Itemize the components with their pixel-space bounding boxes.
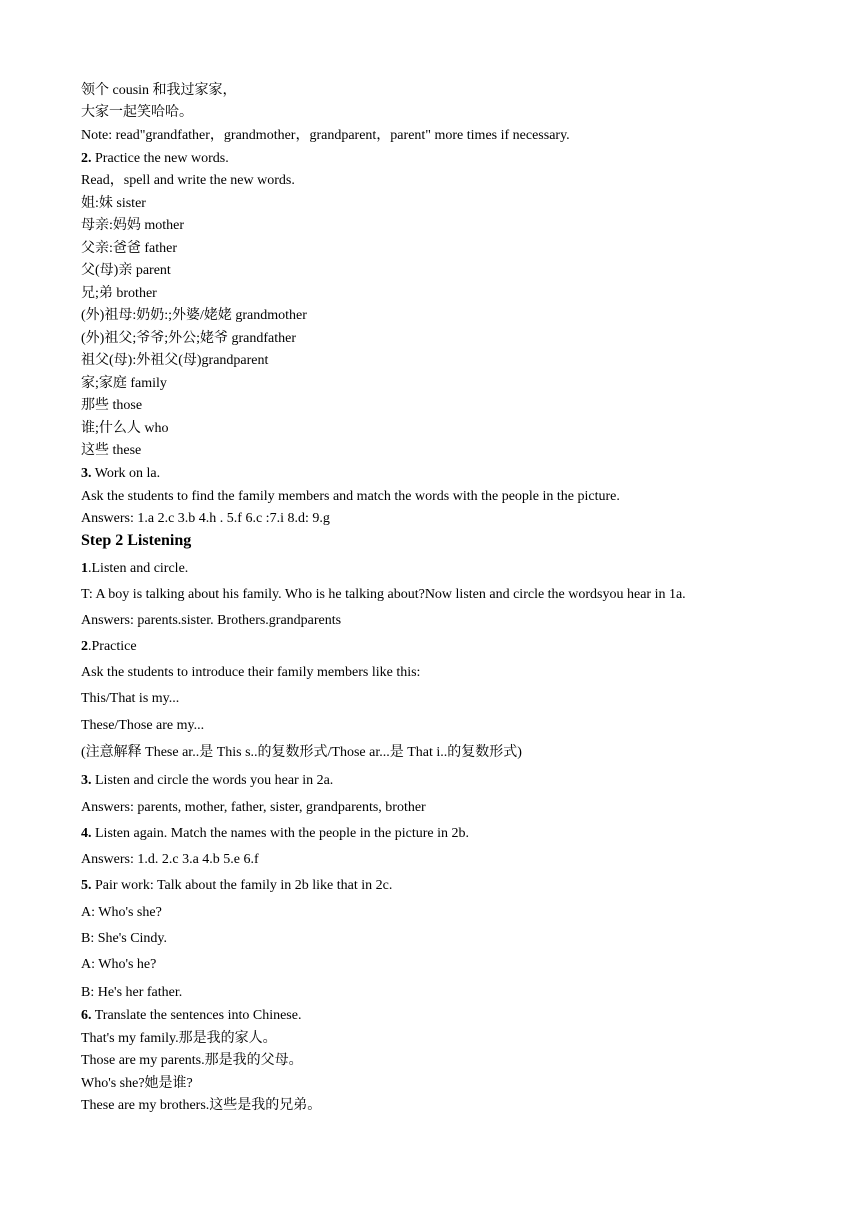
text-line: Answers: parents.sister. Brothers.grandparents (81, 613, 342, 628)
text-line: Ask the students to introduce their family members like this: (81, 665, 421, 680)
text-line: Answers: 1.d. 2.c 3.a 4.b 5.e 6.f (81, 852, 259, 867)
text-line: 这些 these (81, 443, 142, 458)
text-line: A: Who's she? (81, 905, 162, 920)
section-heading: Step 2 Listening (81, 532, 192, 549)
text-line: 家;家庭 family (81, 376, 167, 391)
text-line: Note: read"grandfather，grandmother，grandparent，parent" more times if necessary. (81, 128, 570, 143)
text-line: B: He's her father. (81, 985, 183, 1000)
numbered-item (81, 560, 188, 578)
text-line: (外)祖父;爷爷;外公;姥爷 grandfather (81, 331, 297, 346)
text-line: Who's she?她是谁? (81, 1076, 193, 1091)
text-line: 那些 those (81, 398, 143, 413)
text-line: Read，spell and write the new words. (81, 173, 295, 188)
text-line: 祖父(母):外祖父(母)grandparent (81, 353, 269, 368)
item-text: Listen and circle the words you hear in 2a. (91, 773, 334, 788)
text-line: Answers: parents, mother, father, sister, grandparents, brother (81, 800, 426, 815)
text-line: A: Who's he? (81, 957, 157, 972)
text-line: 大家一起笑哈哈。 (81, 105, 193, 120)
text-line: Answers: 1.a 2.c 3.b 4.h . 5.f 6.c :7.i 8.d: 9.g (81, 511, 330, 526)
item-text: Pair work: Talk about the family in 2b like that in 2c. (91, 878, 393, 893)
text-line: 谁;什么人 who (81, 421, 169, 436)
numbered-item (81, 877, 392, 895)
item-text: .Practice (88, 639, 137, 654)
text-line: 姐:妹 sister (81, 196, 146, 211)
numbered-item (81, 150, 229, 168)
text-line: 父(母)亲 parent (81, 263, 171, 278)
item-number: 4. (81, 826, 92, 841)
numbered-item (81, 638, 137, 656)
text-line: Those are my parents.那是我的父母。 (81, 1053, 303, 1068)
text-line: These/Those are my... (81, 718, 205, 733)
text-line: 母亲:妈妈 mother (81, 218, 185, 233)
numbered-item (81, 825, 469, 843)
item-text: .Listen and circle. (88, 561, 189, 576)
text-line: (注意解释 These ar..是 This s..的复数形式/Those ar...是 That i..的复数形式) (81, 745, 522, 760)
text-line: 父亲:爸爸 father (81, 241, 178, 256)
item-number: 2 (81, 639, 88, 654)
item-text: Work on la. (91, 466, 161, 481)
text-line: (外)祖母:奶奶:;外婆/姥姥 grandmother (81, 308, 307, 323)
text-line: This/That is my... (81, 691, 180, 706)
text-line: That's my family.那是我的家人。 (81, 1031, 277, 1046)
text-line: These are my brothers.这些是我的兄弟。 (81, 1098, 322, 1113)
numbered-item (81, 465, 160, 483)
item-text: Practice the new words. (91, 151, 229, 166)
item-number: 3. (81, 466, 92, 481)
numbered-item (81, 1007, 301, 1025)
text-line: 兄;弟 brother (81, 286, 157, 301)
numbered-item (81, 772, 333, 790)
text-line: T: A boy is talking about his family. Who is he talking about?Now listen and circle the wordsyou hear in 1a. (81, 587, 686, 602)
item-text: Listen again. Match the names with the people in the picture in 2b. (91, 826, 470, 841)
text-line: Ask the students to find the family members and match the words with the people in the picture. (81, 489, 620, 504)
item-number: 6. (81, 1008, 92, 1023)
item-number: 3. (81, 773, 92, 788)
item-number: 2. (81, 151, 92, 166)
text-line: B: She's Cindy. (81, 931, 168, 946)
item-number: 5. (81, 878, 92, 893)
text-line: 领个 cousin 和我过家家， (81, 83, 237, 98)
item-number: 1 (81, 561, 88, 576)
item-text: Translate the sentences into Chinese. (91, 1008, 302, 1023)
